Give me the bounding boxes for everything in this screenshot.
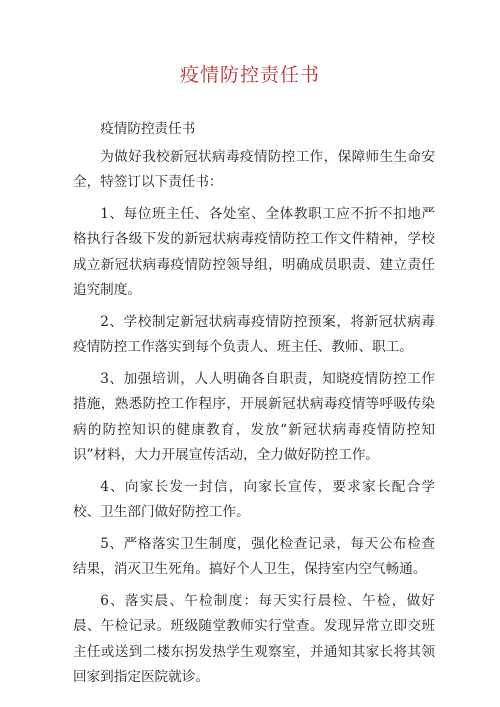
clause-item: 3、加强培训，人人明确各自职责，知晓疫情防控工作措施，熟悉防控工作程序，开展新冠状病毒疫情等呼吸传染病的防控知识的健康教育，发放“新冠状病毒疫情防控知识”材料，大力开展宣传活动，全力做好防控工作。: [73, 370, 435, 463]
clause-item: 1、每位班主任、各处室、全体教职工应不折不扣地严格执行各级下发的新冠状病毒疫情防控工作文件精神，学校成立新冠状病毒疫情防控领导组，明确成员职责、建立责任追究制度。: [73, 205, 435, 298]
clause-item: 6、落实晨、午检制度：每天实行晨检、午检，做好晨、午检记录。班级随堂教师实行堂查。发现异常立即交班主任或送到二楼东拐发热学生观察室，并通知其家长将其领回家到指定医院就诊。: [73, 592, 435, 685]
document-body: [73, 117, 435, 697]
clause-item: 2、学校制定新冠状病毒疫情防控预案，将新冠状病毒疫情防控工作落实到每个负责人、班主任、教师、职工。: [73, 313, 435, 355]
document-subheading: 疫情防控责任书: [100, 121, 196, 137]
document-intro: 为做好我校新冠状病毒疫情防控工作，保障师生生命安全，特签订以下责任书：: [73, 148, 435, 190]
document-title: 疫情防控责任书: [179, 64, 320, 86]
clause-item: 4、向家长发一封信，向家长宣传，要求家长配合学校、卫生部门做好防控工作。: [73, 478, 435, 520]
clause-item: 5、严格落实卫生制度，强化检查记录，每天公布检查结果，消灭卫生死角。搞好个人卫生，保持室内空气畅通。: [73, 535, 435, 577]
